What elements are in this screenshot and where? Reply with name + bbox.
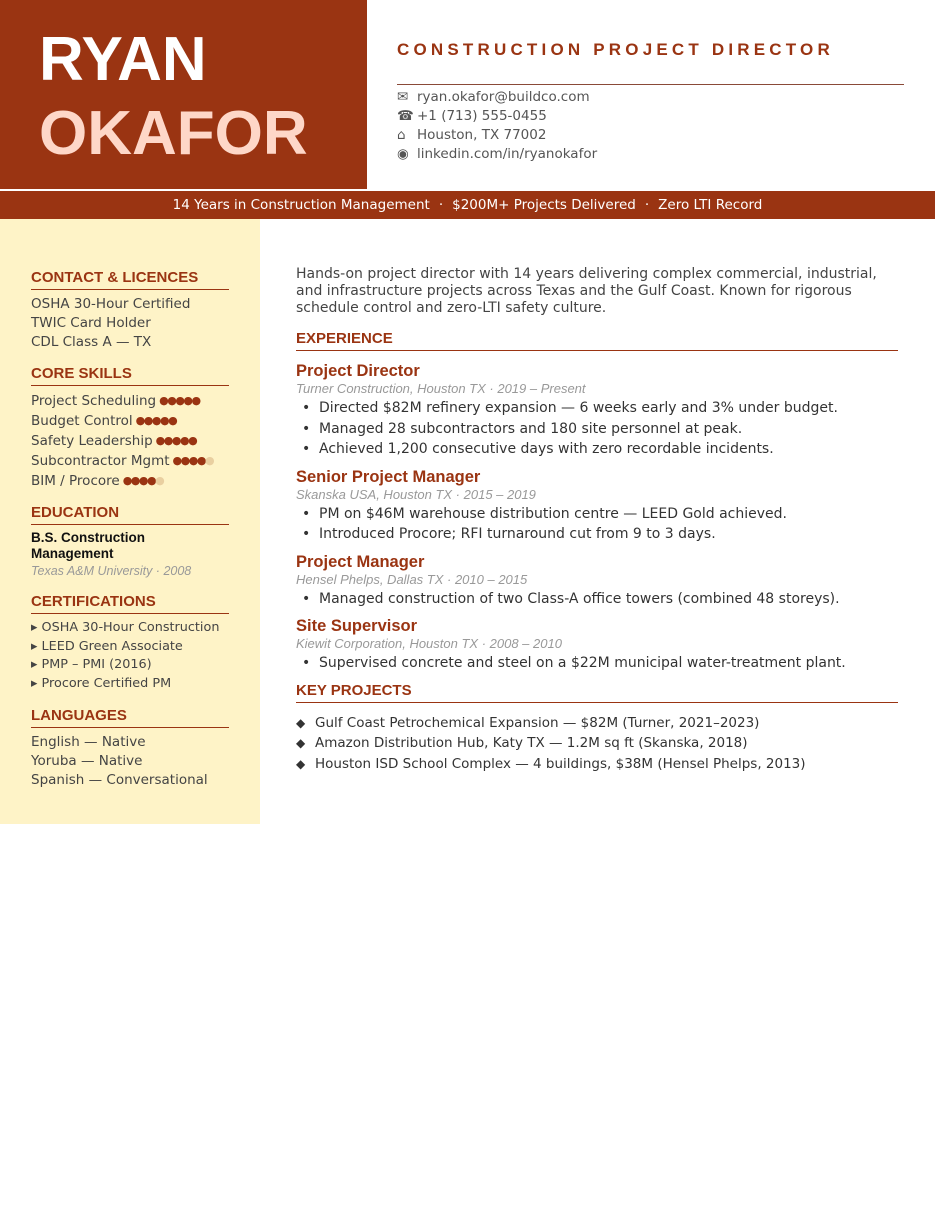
job-meta: Kiewit Corporation, Houston TX · 2008 – 2010 xyxy=(296,636,562,651)
contact-linkedin-text: linkedin.com/in/ryanokafor xyxy=(417,146,598,162)
job-role: Site Supervisor xyxy=(296,617,418,635)
languages-section xyxy=(31,706,229,790)
dot-filled-icon: ● xyxy=(155,434,164,447)
stat-item: 14 Years in Construction Management xyxy=(172,197,430,213)
job-bullets xyxy=(296,653,898,674)
dot-filled-icon: ● xyxy=(135,414,144,427)
dot-filled-icon: ● xyxy=(196,454,205,467)
certifications-section xyxy=(31,592,229,694)
certification-item: ▸ OSHA 30-Hour Construction xyxy=(31,620,220,635)
job-bullet: • Directed $82M refinery expansion — 6 weeks early and 3% under budget. xyxy=(296,398,898,419)
language-item: Spanish — Conversational xyxy=(31,771,208,788)
dot-filled-icon: ● xyxy=(171,434,180,447)
job-meta: Turner Construction, Houston TX · 2019 – Present xyxy=(296,381,586,396)
section-heading: CORE SKILLS xyxy=(31,364,229,386)
skill-item xyxy=(31,431,229,451)
certification-item: ▸ LEED Green Associate xyxy=(31,638,183,654)
dot-filled-icon: ● xyxy=(175,394,184,407)
dot-empty-icon: ● xyxy=(204,454,214,467)
dot-filled-icon: ● xyxy=(163,434,172,447)
skill-rating xyxy=(156,431,197,450)
stats-banner xyxy=(0,191,935,219)
job-role: Project Director xyxy=(296,362,420,380)
dot-filled-icon: ● xyxy=(143,414,152,427)
stat-item: $200M+ Projects Delivered xyxy=(452,197,636,213)
skill-rating xyxy=(159,391,200,410)
licence-item: CDL Class A — TX xyxy=(31,334,152,350)
section-heading-experience: EXPERIENCE xyxy=(296,329,898,351)
section-heading: CONTACT & LICENCES xyxy=(31,268,229,290)
job-bullet: • Managed 28 subcontractors and 180 site personnel at peak. xyxy=(296,419,898,440)
dot-filled-icon: ● xyxy=(191,394,200,407)
first-name: RYAN xyxy=(39,25,207,94)
school: Texas A&M University · 2008 xyxy=(31,564,192,578)
dot-filled-icon: ● xyxy=(167,394,176,407)
job-bullet: • Managed construction of two Class-A office towers (combined 48 storeys). xyxy=(296,589,898,610)
skill-name: Subcontractor Mgmt xyxy=(31,453,170,469)
dot-filled-icon: ● xyxy=(130,474,139,487)
core-skills-section xyxy=(31,364,229,491)
skill-name: BIM / Procore xyxy=(31,473,120,489)
dot-empty-icon: ● xyxy=(155,474,164,487)
section-heading: CERTIFICATIONS xyxy=(31,592,229,614)
bullet-dot-icon: • xyxy=(302,441,311,457)
skill-item xyxy=(31,471,229,491)
job-entry xyxy=(296,467,898,545)
job-meta: Skanska USA, Houston TX · 2015 – 2019 xyxy=(296,486,536,502)
contact-phone[interactable] xyxy=(397,107,904,126)
job-meta: Hensel Phelps, Dallas TX · 2010 – 2015 xyxy=(296,571,528,587)
dot-filled-icon: ● xyxy=(183,394,192,407)
language-item: English — Native xyxy=(31,733,146,750)
sidebar xyxy=(0,219,260,824)
skill-rating xyxy=(123,471,164,490)
dot-filled-icon: ● xyxy=(180,454,189,467)
job-entry xyxy=(296,361,898,460)
job-bullet: • Introduced Procore; RFI turnaround cut from 9 to 3 days. xyxy=(296,524,898,545)
phone-icon: ☎ xyxy=(397,108,414,124)
dot-filled-icon: ● xyxy=(159,394,168,407)
contact-email-text: ryan.okafor@buildco.com xyxy=(417,89,590,105)
job-bullet: • Supervised concrete and steel on a $22M municipal water-treatment plant. xyxy=(296,653,898,674)
job-role: Senior Project Manager xyxy=(296,467,481,486)
bullet-dot-icon: • xyxy=(302,526,311,542)
job-bullets xyxy=(296,589,898,610)
diamond-icon: ◆ xyxy=(296,756,306,771)
dot-filled-icon: ● xyxy=(180,434,189,447)
job-entry xyxy=(296,616,898,674)
dot-filled-icon: ● xyxy=(147,474,156,487)
dot-filled-icon: ● xyxy=(122,474,131,487)
stat-separator: · xyxy=(438,197,444,213)
licence-item: TWIC Card Holder xyxy=(31,315,151,331)
bullet-dot-icon: • xyxy=(302,505,311,522)
bullet-dot-icon: • xyxy=(302,590,311,607)
skill-item xyxy=(31,411,229,431)
main-content xyxy=(296,266,898,774)
project-item: ◆ Gulf Coast Petrochemical Expansion — $82M (Turner, 2021–2023) xyxy=(296,713,898,734)
skill-item xyxy=(31,391,229,411)
skill-item xyxy=(31,451,229,471)
bullet-dot-icon: • xyxy=(302,400,311,416)
dot-filled-icon: ● xyxy=(188,434,197,447)
education-section xyxy=(31,503,229,580)
project-item: ◆ Houston ISD School Complex — 4 buildings, $38M (Hensel Phelps, 2013) xyxy=(296,754,898,775)
diamond-icon: ◆ xyxy=(296,715,306,730)
contact-phone-text: +1 (713) 555-0455 xyxy=(417,108,547,124)
section-heading: EDUCATION xyxy=(31,503,229,525)
stat-separator: · xyxy=(644,197,650,213)
last-name: OKAFOR xyxy=(39,99,308,168)
triangle-right-icon: ▸ xyxy=(31,676,38,692)
section-heading: LANGUAGES xyxy=(31,706,229,728)
licence-item: OSHA 30-Hour Certified xyxy=(31,296,191,312)
project-item: ◆ Amazon Distribution Hub, Katy TX — 1.2M sq ft (Skanska, 2018) xyxy=(296,733,898,754)
dot-filled-icon: ● xyxy=(151,414,160,427)
certification-item: ▸ PMP – PMI (2016) xyxy=(31,657,152,673)
header-divider xyxy=(397,84,904,85)
name-block xyxy=(0,0,367,189)
skill-name: Project Scheduling xyxy=(31,393,157,409)
triangle-right-icon: ▸ xyxy=(31,657,38,673)
bullet-dot-icon: • xyxy=(302,655,311,671)
contact-location xyxy=(397,126,904,145)
contact-location-text: Houston, TX 77002 xyxy=(417,127,547,143)
job-bullet: • Achieved 1,200 consecutive days with zero recordable incidents. xyxy=(296,439,898,460)
triangle-right-icon: ▸ xyxy=(31,620,38,635)
dot-filled-icon: ● xyxy=(188,454,197,467)
summary: Hands-on project director with 14 years delivering complex commercial, industrial, and infrastructure projects across Texas and the Gulf Coast. Known for rigorous schedule control and zero-LTI safety culture. xyxy=(296,266,877,316)
contact-licences-section xyxy=(31,268,229,352)
job-bullets xyxy=(296,504,898,545)
language-item: Yoruba — Native xyxy=(31,752,143,769)
globe-icon: ◉ xyxy=(397,146,409,162)
job-bullet: • PM on $46M warehouse distribution centre — LEED Gold achieved. xyxy=(296,504,898,525)
dot-filled-icon: ● xyxy=(138,474,148,487)
contact-email[interactable] xyxy=(397,88,904,107)
skill-rating xyxy=(173,451,214,470)
sidebar-content xyxy=(31,268,229,802)
certification-item: ▸ Procore Certified PM xyxy=(31,676,172,692)
job-entry xyxy=(296,552,898,610)
job-role: Project Manager xyxy=(296,552,425,571)
skill-rating xyxy=(136,411,177,430)
job-title: CONSTRUCTION PROJECT DIRECTOR xyxy=(397,40,834,59)
section-heading-projects: KEY PROJECTS xyxy=(296,681,898,703)
dot-filled-icon: ● xyxy=(168,414,177,427)
stat-item: Zero LTI Record xyxy=(658,197,763,213)
envelope-icon: ✉ xyxy=(397,89,409,105)
dot-filled-icon: ● xyxy=(159,414,169,427)
skill-name: Safety Leadership xyxy=(31,433,153,449)
diamond-icon: ◆ xyxy=(296,736,306,750)
triangle-right-icon: ▸ xyxy=(31,638,38,654)
home-icon: ⌂ xyxy=(397,127,406,143)
dot-filled-icon: ● xyxy=(172,454,181,467)
contact-linkedin[interactable] xyxy=(397,145,904,164)
contact-list xyxy=(397,88,904,164)
job-bullets xyxy=(296,398,898,460)
skill-name: Budget Control xyxy=(31,413,133,429)
degree: B.S. Construction Management xyxy=(31,530,145,561)
bullet-dot-icon: • xyxy=(302,420,311,437)
